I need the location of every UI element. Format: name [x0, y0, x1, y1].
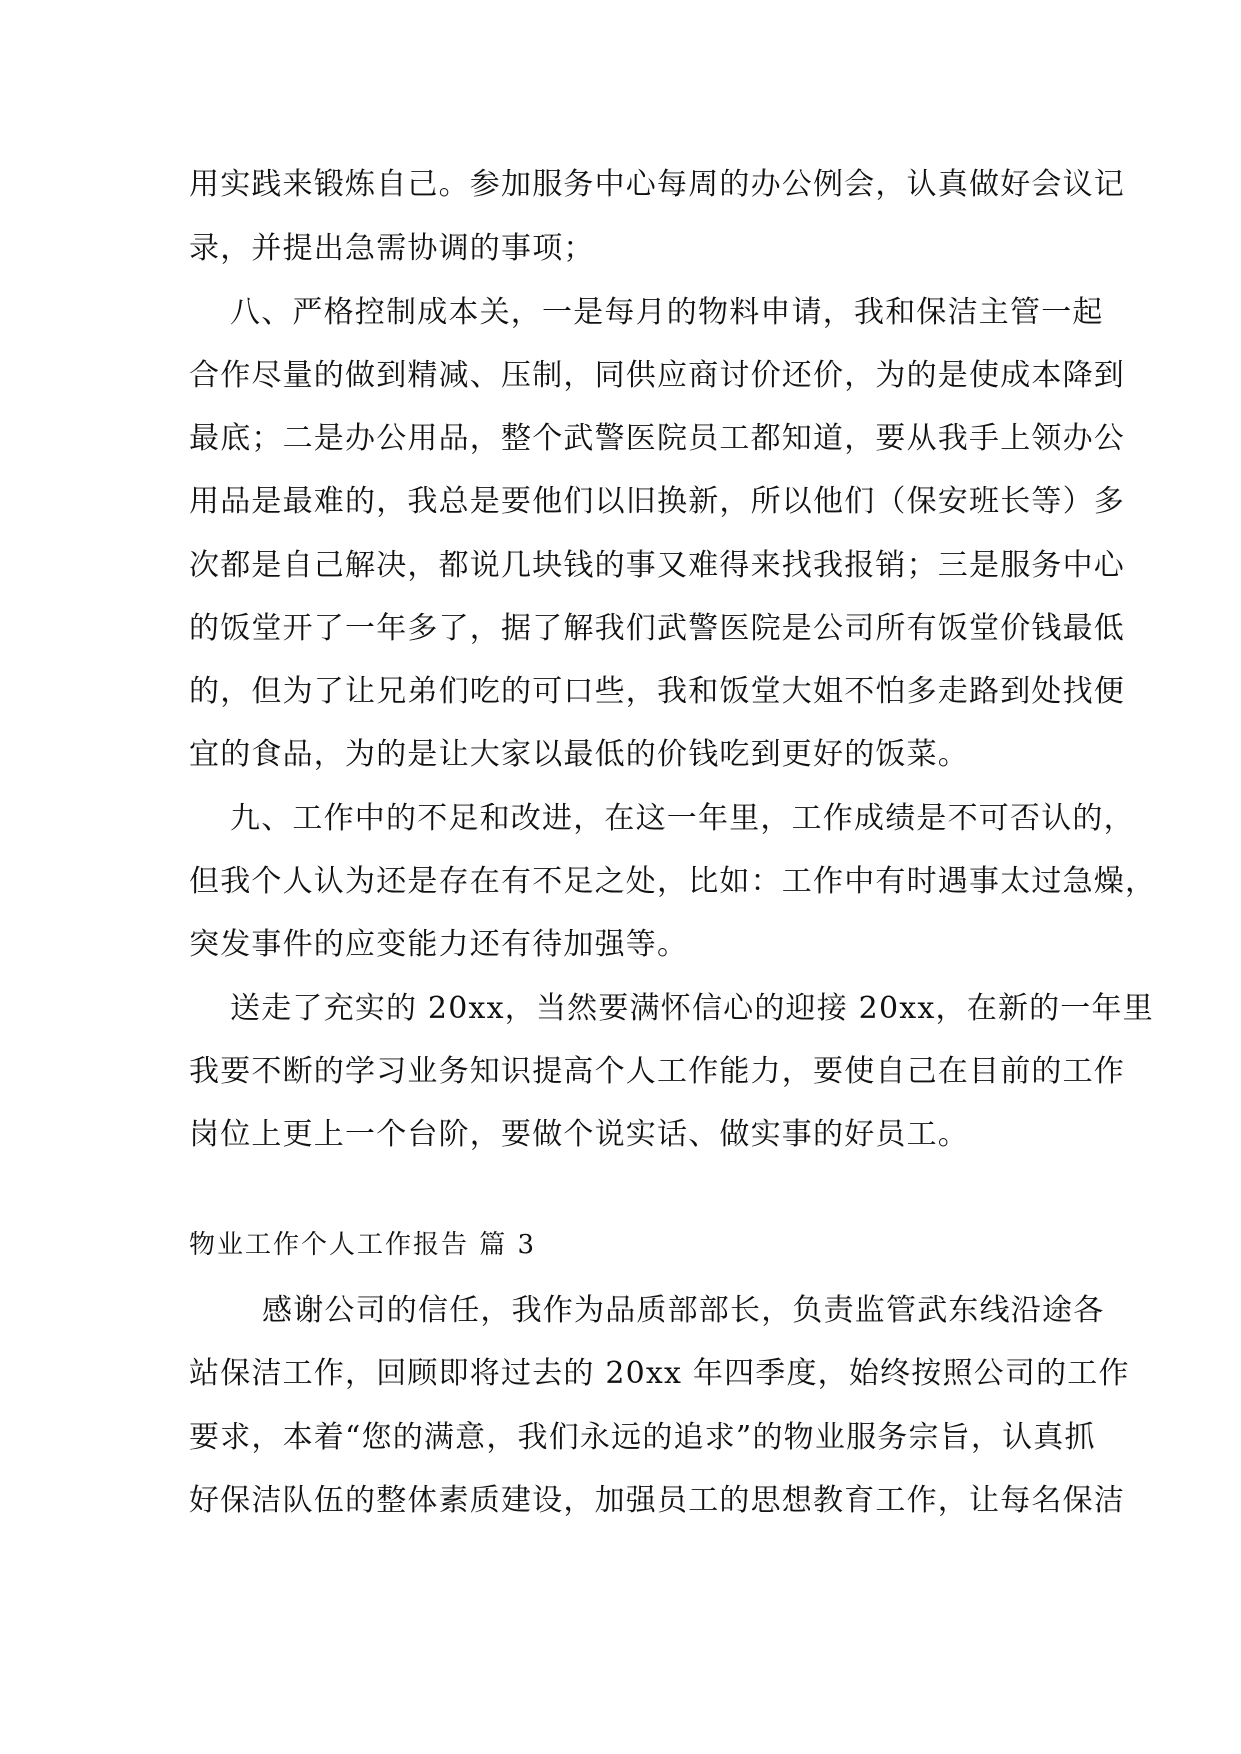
body-text-line: 要求，本着“您的满意，我们永远的追求”的物业服务宗旨，认真抓 — [189, 1420, 1096, 1455]
body-text-line: 用品是最难的，我总是要他们以旧换新，所以他们（保安班长等）多 — [189, 484, 1125, 519]
body-text-line: 次都是自己解决，都说几块钱的事又难得来找我报销；三是服务中心 — [189, 548, 1125, 583]
section-heading: 物业工作个人工作报告 篇 3 — [189, 1230, 537, 1260]
body-text-line: 用实践来锻炼自己。参加服务中心每周的办公例会，认真做好会议记 — [189, 167, 1125, 202]
body-text-line: 但我个人认为还是存在有不足之处，比如：工作中有时遇事太过急燥， — [189, 864, 1157, 899]
body-text-line: 录，并提出急需协调的事项； — [189, 231, 595, 266]
body-text-line: 最底；二是办公用品，整个武警医院员工都知道，要从我手上领办公 — [189, 421, 1125, 456]
body-text-line: 好保洁队伍的整体素质建设，加强员工的思想教育工作，让每名保洁 — [189, 1483, 1125, 1518]
paragraph-9-start: 九、工作中的不足和改进，在这一年里，工作成绩是不可否认的， — [230, 801, 1135, 836]
body-text-line: 宜的食品，为的是让大家以最低的价钱吃到更好的饭菜。 — [189, 737, 969, 772]
body-text-line: 的，但为了让兄弟们吃的可口些，我和饭堂大姐不怕多走路到处找便 — [189, 674, 1125, 709]
paragraph-8-start: 八、严格控制成本关，一是每月的物料申请，我和保洁主管一起 — [230, 295, 1104, 330]
body-text-line: 我要不断的学习业务知识提高个人工作能力，要使自己在目前的工作 — [189, 1054, 1125, 1089]
section-3-paragraph-start: 感谢公司的信任，我作为品质部部长，负责监管武东线沿途各 — [262, 1293, 1105, 1328]
body-text-line: 突发事件的应变能力还有待加强等。 — [189, 927, 689, 962]
body-text-line: 岗位上更上一个台阶，要做个说实话、做实事的好员工。 — [189, 1117, 969, 1152]
body-text-line: 站保洁工作，回顾即将过去的 20xx 年四季度，始终按照公司的工作 — [189, 1356, 1130, 1391]
body-text-line: 的饭堂开了一年多了，据了解我们武警医院是公司所有饭堂价钱最低 — [189, 611, 1125, 646]
closing-paragraph-start: 送走了充实的 20xx，当然要满怀信心的迎接 20xx，在新的一年里 — [230, 991, 1154, 1026]
body-text-line: 合作尽量的做到精减、压制，同供应商讨价还价，为的是使成本降到 — [189, 358, 1125, 393]
